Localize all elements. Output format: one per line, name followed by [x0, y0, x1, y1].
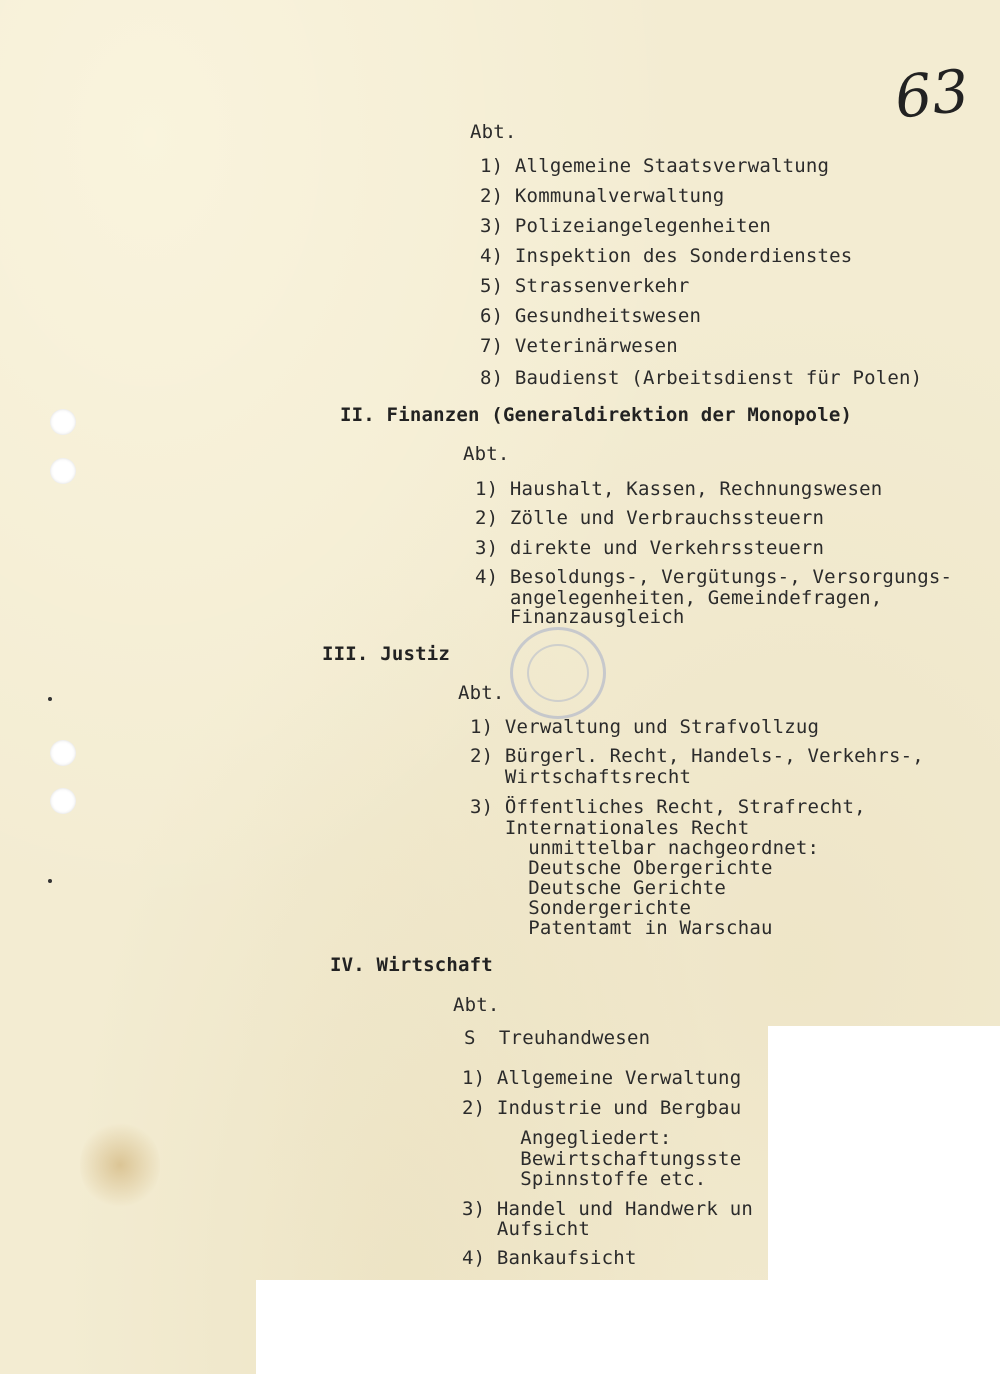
section-iii-item: unmittelbar nachgeordnet:	[470, 837, 820, 859]
section-iv-item: Aufsicht	[462, 1218, 591, 1240]
section-iv-item: 4) Bankaufsicht	[462, 1247, 637, 1269]
section-ii-heading: II. Finanzen (Generaldirektion der Monopole)	[340, 404, 853, 426]
section-iv-item: 3) Handel und Handwerk un	[462, 1198, 753, 1220]
section-ii-item: angelegenheiten, Gemeindefragen,	[475, 587, 883, 609]
section-ii-item: Finanzausgleich	[475, 606, 685, 628]
section-i-item: 7) Veterinärwesen	[480, 335, 678, 357]
section-iv-heading: IV. Wirtschaft	[330, 954, 493, 976]
section-iii-item: Patentamt in Warschau	[470, 917, 773, 939]
section-ii-item: 3) direkte und Verkehrssteuern	[475, 537, 825, 559]
section-iv-item: Angegliedert:	[462, 1127, 672, 1149]
section-i-item: 1) Allgemeine Staatsverwaltung	[480, 155, 830, 177]
section-iii-item: Internationales Recht	[470, 817, 750, 839]
section-iii-heading: III. Justiz	[322, 643, 451, 665]
section-i-item: 3) Polizeiangelegenheiten	[480, 215, 771, 237]
punch-hole	[50, 788, 76, 814]
section-iii-item: Sondergerichte	[470, 897, 692, 919]
punch-hole	[50, 409, 76, 435]
section-iii-item: Deutsche Gerichte	[470, 877, 727, 899]
section-iv-abt: Abt.	[453, 994, 500, 1016]
section-iii-item: 2) Bürgerl. Recht, Handels-, Verkehrs-,	[470, 745, 924, 767]
section-i-item: 6) Gesundheitswesen	[480, 305, 702, 327]
ink-dot	[48, 879, 52, 883]
section-ii-item: 2) Zölle und Verbrauchssteuern	[475, 507, 825, 529]
section-ii-item: 4) Besoldungs-, Vergütungs-, Versorgungs-	[475, 566, 953, 588]
section-iv-item: 1) Allgemeine Verwaltung	[462, 1067, 742, 1089]
section-iii-item: 1) Verwaltung und Strafvollzug	[470, 716, 820, 738]
section-ii-abt: Abt.	[463, 443, 510, 465]
section-iv-item: Spinnstoffe etc.	[462, 1168, 707, 1190]
section-iii-abt: Abt.	[458, 682, 505, 704]
punch-hole	[50, 458, 76, 484]
section-iii-item: Deutsche Obergerichte	[470, 857, 773, 879]
section-ii-item: 1) Haushalt, Kassen, Rechnungswesen	[475, 478, 883, 500]
section-iv-item: Bewirtschaftungsste	[462, 1148, 742, 1170]
stain-mark	[80, 1120, 160, 1210]
page-number-handwritten: 63	[891, 56, 973, 132]
section-iv-item: S Treuhandwesen	[464, 1027, 651, 1049]
faint-stamp	[510, 627, 606, 719]
section-i-item: 4) Inspektion des Sonderdienstes	[480, 245, 853, 267]
section-iii-item: Wirtschaftsrecht	[470, 766, 692, 788]
section-iv-item: 2) Industrie und Bergbau	[462, 1097, 742, 1119]
ink-dot	[48, 697, 52, 701]
white-mask-bottom	[256, 1280, 1000, 1374]
section-i-item: 5) Strassenverkehr	[480, 275, 690, 297]
section-i-abt: Abt.	[470, 121, 517, 143]
section-i-item: 8) Baudienst (Arbeitsdienst für Polen)	[480, 367, 923, 389]
punch-hole	[50, 740, 76, 766]
section-i-item: 2) Kommunalverwaltung	[480, 185, 725, 207]
section-iii-item: 3) Öffentliches Recht, Strafrecht,	[470, 796, 866, 818]
